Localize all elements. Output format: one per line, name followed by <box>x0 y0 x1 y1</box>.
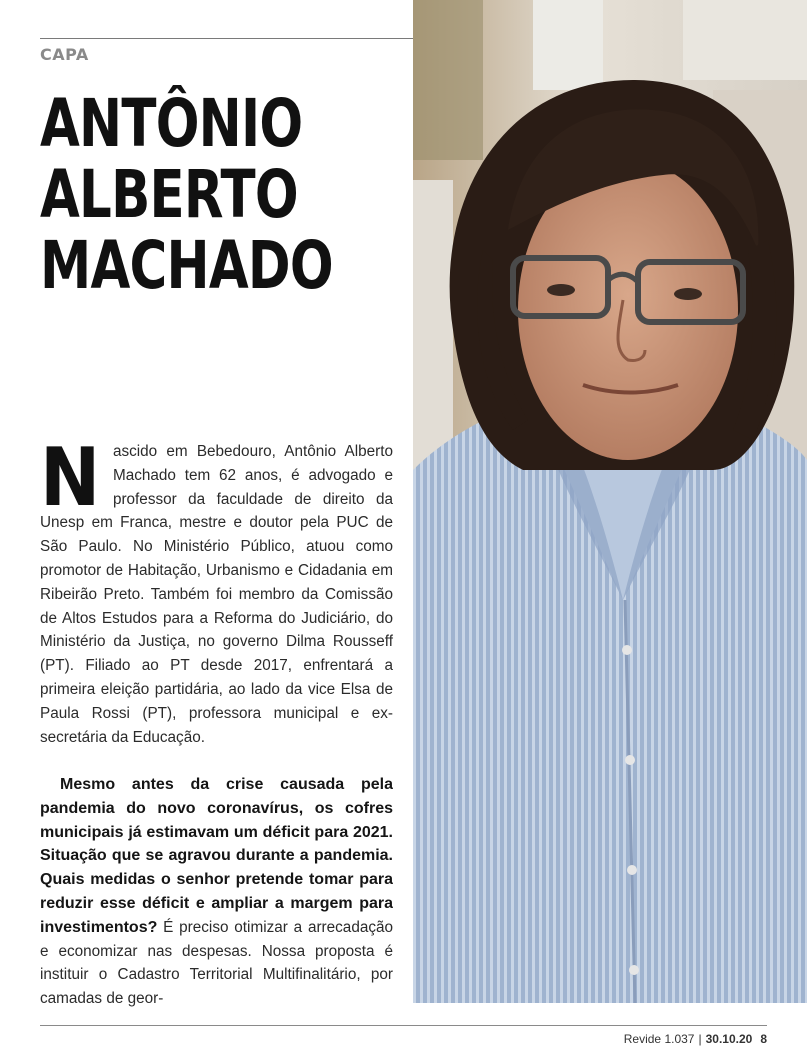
drop-cap: N <box>40 431 101 524</box>
interview-answer: É preciso otimizar a arrecadação e economizar nas despesas. Nossa proposta é instituir o Cadastro Territorial Multifinalitário, por camadas de geor- <box>40 918 393 1008</box>
bottom-rule <box>40 1025 767 1026</box>
magazine-issue: Revide 1.037 <box>623 1032 695 1046</box>
page-number: 8 <box>760 1032 767 1046</box>
issue-date: 30.10.20 <box>705 1032 753 1046</box>
title-line-1: ANTÔNIO <box>40 85 303 162</box>
section-label: CAPA <box>40 45 89 64</box>
portrait-illustration <box>413 0 807 1003</box>
intro-text: ascido em Bebedouro, Antônio Alberto Machado tem 62 anos, é advogado e professor da faculdade de direito da Unesp em Franca, mestre e doutor pela PUC de São Paulo. No Ministério Público, atuou como promotor de Habitação, Urbanismo e Cidadania em Ribeirão Preto. Também foi membro da Comissão de Altos Estudos para a Reforma do Judiciário, do Ministério da Justiça, no governo Dilma Rousseff (PT). Filiado ao PT desde 2017, enfrentará a primeira eleição partidária, ao lado da vice Elsa de Paula Rossi (PT), professora municipal e ex-secretária da Educação. <box>40 443 393 746</box>
top-rule <box>40 38 413 39</box>
interview-question: Mesmo antes da crise causada pela pandemia do novo coronavírus, os cofres municipais já estimavam um déficit para 2021. Situação que se agravou durante a pandemia. Quais medidas o senhor pretende tomar para reduzir esse déficit e ampliar a margem para investimentos? <box>40 776 393 936</box>
intro-paragraph <box>40 431 393 749</box>
interview-paragraph <box>40 773 393 1008</box>
title-line-3: MACHADO <box>40 227 333 304</box>
footer-separator: | <box>698 1032 702 1046</box>
page-footer <box>624 1032 767 1046</box>
portrait-photo <box>413 0 807 1003</box>
article-title <box>40 85 333 304</box>
title-line-2: ALBERTO <box>40 156 298 233</box>
